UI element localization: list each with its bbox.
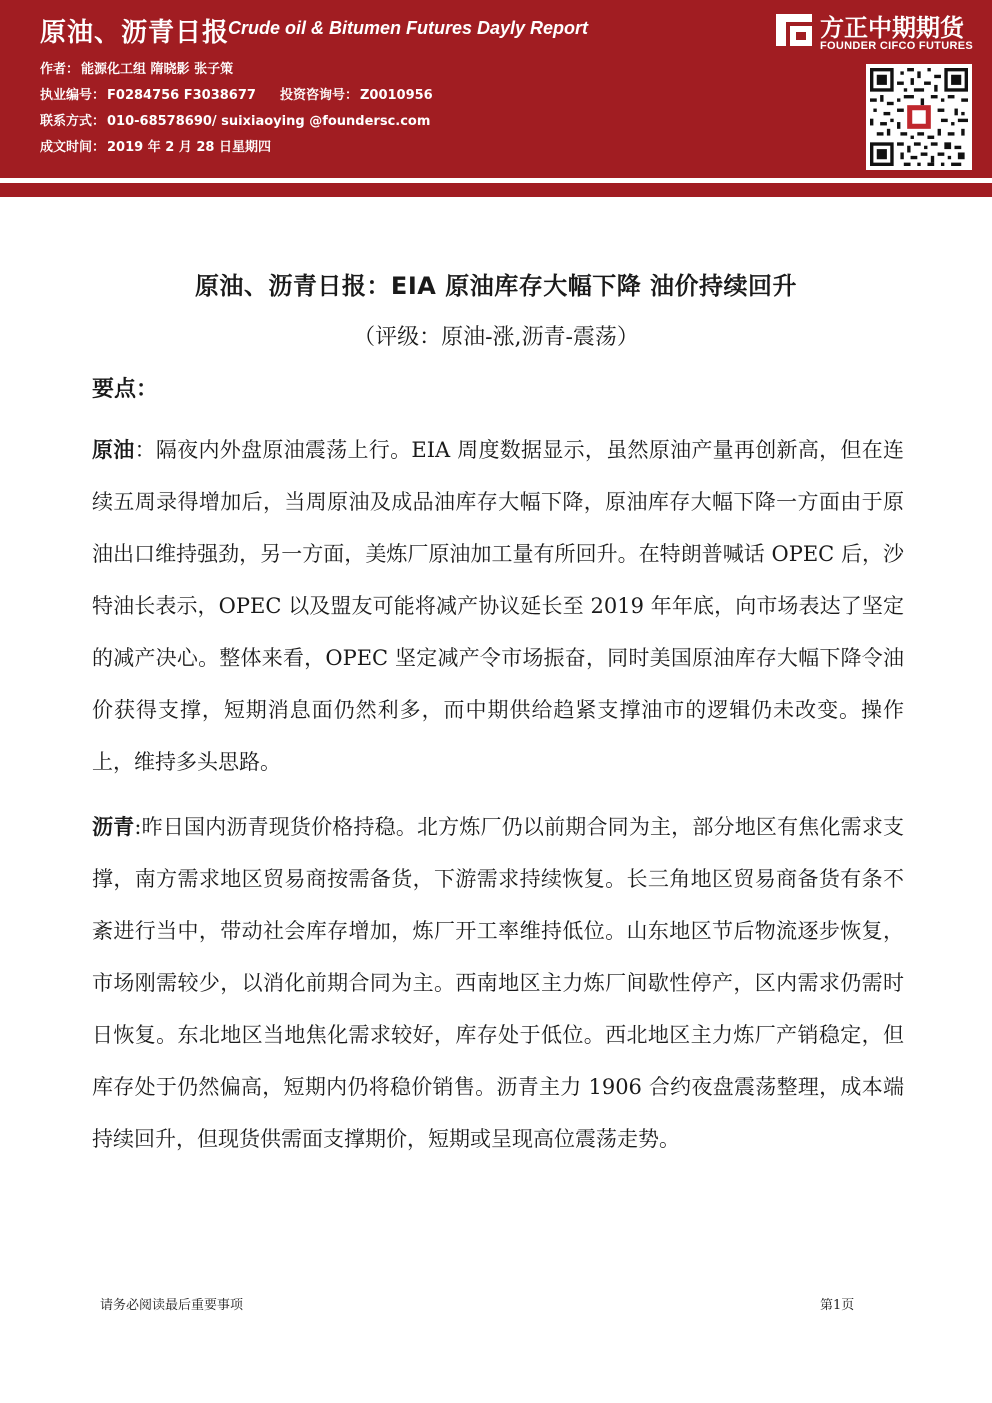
logo-name-cn: 方正中期期货: [820, 14, 964, 42]
report-series-title: 原油、沥青日报: [40, 18, 230, 48]
document-title: 原油、沥青日报：EIA 原油库存大幅下降 油价持续回升: [194, 272, 798, 300]
author-label: 作者：: [40, 62, 80, 77]
author-line: [40, 58, 233, 77]
crude-oil-paragraph: [92, 424, 904, 788]
founder-logo-icon: [772, 10, 816, 50]
page-number: 第1页: [820, 1298, 855, 1313]
header-bottom-band: [0, 183, 992, 197]
advisory-value: Z0010956: [359, 88, 433, 103]
contact-label: 联系方式：: [40, 114, 106, 129]
date-value: 2019 年 2 月 28 日星期四: [107, 140, 271, 155]
bitumen-paragraph: [92, 801, 904, 1165]
logo-name-en: FOUNDER CIFCO FUTURES: [820, 40, 973, 52]
company-logo: [772, 6, 982, 58]
crude-oil-lead: 原油: [92, 438, 135, 462]
license-label: 执业编号：: [40, 88, 106, 103]
date-line: [40, 136, 271, 155]
date-label: 成文时间：: [40, 140, 106, 155]
qr-code-icon: [870, 68, 968, 166]
contact-line: [40, 110, 430, 129]
crude-oil-text: ：隔夜内外盘原油震荡上行。EIA 周度数据显示，虽然原油产量再创新高，但在连续五周录得增加后，当周原油及成品油库存大幅下降，原油库存大幅下降一方面由于原油出口维持强劲，另一方面，美炼厂原油加工量有所回升。在特朗普喊话 OPEC 后，沙特油长表示，OPEC 以及盟友可能将减产协议延长至 2019 年年底，向市场表达了坚定的减产决心。整体来看，OPEC 坚定减产令市场振奋，同时美国原油库存大幅下降令油价获得支撑，短期消息面仍然利多，而中期供给趋紧支撑油市的逻辑仍未改变。操作上，维持多头思路。: [92, 438, 905, 774]
advisory-label: 投资咨询号：: [279, 88, 358, 103]
report-series-title-en: Crude oil & Bitumen Futures Dayly Report: [228, 18, 589, 38]
key-points-heading: 要点：: [92, 377, 159, 402]
license-line: [40, 84, 433, 103]
footer-notice: 请务必阅读最后重要事项: [100, 1298, 244, 1313]
bitumen-lead: 沥青: [92, 815, 135, 839]
document-rating: （评级：原油-涨,沥青-震荡）: [353, 325, 639, 350]
bitumen-text: :昨日国内沥青现货价格持稳。北方炼厂仍以前期合同为主，部分地区有焦化需求支撑，南方需求地区贸易商按需备货，下游需求持续恢复。长三角地区贸易商备货有条不紊进行当中，带动社会库存增加，炼厂开工率维持低位。山东地区节后物流逐步恢复，市场刚需较少，以消化前期合同为主。西南地区主力炼厂间歇性停产，区内需求仍需时日恢复。东北地区当地焦化需求较好，库存处于低位。西北地区主力炼厂产销稳定，但库存处于仍然偏高，短期内仍将稳价销售。沥青主力 1906 合约夜盘震荡整理，成本端持续回升，但现货供需面支撑期价，短期或呈现高位震荡走势。: [92, 815, 905, 1151]
qr-code: [866, 64, 972, 170]
contact-value: 010-68578690/ suixiaoying @foundersc.com: [107, 114, 431, 129]
author-value: 能源化工组 隋晓影 张子策: [81, 62, 234, 77]
license-value: F0284756 F3038677: [107, 88, 256, 103]
